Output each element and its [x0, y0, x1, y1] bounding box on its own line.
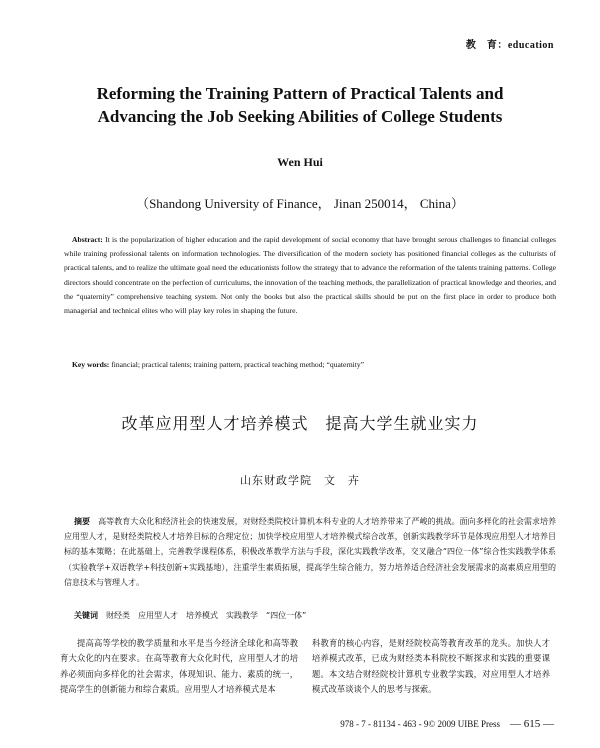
running-header: 教 育：education [465, 40, 554, 51]
abstract-en-label: Abstract: [72, 235, 103, 244]
abstract-cn [64, 514, 556, 590]
paper-title-en [40, 82, 560, 128]
title-line-2: Advancing the Job Seeking Abilities of College Students [97, 107, 503, 126]
keywords-en [64, 358, 556, 371]
keywords-cn-text: 财经类 应用型人才 培养模式 实践教学 “四位一体” [106, 611, 307, 620]
body-column-right: 科教育的核心内容，是财经院校高等教育改革的龙头。加快人才培养模式改革，已成为财经类本科院校不断探求和实践的重要课题。本文结合财经院校计算机专业教学实践，对应用型人才培养模式改革谈谈个人的思考与探索。 [312, 638, 550, 695]
keywords-cn-label: 关键词 [74, 611, 98, 620]
abstract-cn-label: 摘要 [74, 517, 91, 526]
affiliation-en: （Shandong University of Finance， Jinan 250014， China） [136, 196, 464, 211]
author-en: Wen Hui [277, 155, 323, 169]
body-column-left: 提高高等学校的教学质量和水平是当今经济全球化和高等教育大众化的内在要求。在高等教育大众化时代，应用型人才的培养必须面向多样化的社会需求，体现知识、能力、素质的统一，提高学生的创新能力和综合素质。应用型人才培养模式是本 [60, 638, 298, 695]
keywords-en-label: Key words: [72, 360, 110, 369]
abstract-en [64, 233, 556, 318]
page-footer [340, 718, 554, 730]
title-line-1: Reforming the Training Pattern of Practical Talents and [96, 84, 504, 103]
author-cn: 山东财政学院 文 卉 [240, 474, 360, 487]
paper-title-cn: 改革应用型人才培养模式 提高大学生就业实力 [121, 414, 479, 433]
footer-isbn: 978 - 7 - 81134 - 463 - 9© 2009 UIBE Press [340, 719, 500, 729]
abstract-en-text: It is the popularization of higher education and the rapid development of social economy that have brought serous challenges to financial colleges while training professional talents on information technologies. The diversification of the modern society has positioned financial colleges as the culturists of practical talents, and to realize the ultimate goal need the educationists follow the strategy that to advance the reformation of the talents training patterns. College directors should concentrate on the perfection of curriculums, the innovation of the teaching methods, the parallelization of practical knowledge and theories, and the “quaternity” comprehensive teaching system. Not only the books but also the practical skills should be put on the first place in order to produce both managerial and technical elites who will play key roles in shaping the future. [64, 235, 556, 316]
keywords-cn [64, 609, 556, 622]
page-number: — 615 — [510, 718, 554, 730]
keywords-en-text: financial; practical talents; training pattern, practical teaching method; “quaternity” [111, 360, 365, 369]
abstract-cn-text: 高等教育大众化和经济社会的快速发展，对财经类院校计算机本科专业的人才培养带来了严峻的挑战。面向多样化的社会需求培养应用型人才，是财经类院校人才培养目标的合理定位；加快学校应用型人才培养模式综合改革，创新实践教学环节是体现应用型人才培养目标的基本策略；在此基础上，完善教学课程体系，积极改革教学方法与手段，深化实践教学改革，交叉融合“四位一体”综合性实践教学体系（实验教学+双语教学+科技创新+实践基地），注重学生素质拓展，提高学生综合能力，努力培养适合经济社会发展需求的高素质应用型的信息技术与管理人才。 [64, 517, 557, 587]
